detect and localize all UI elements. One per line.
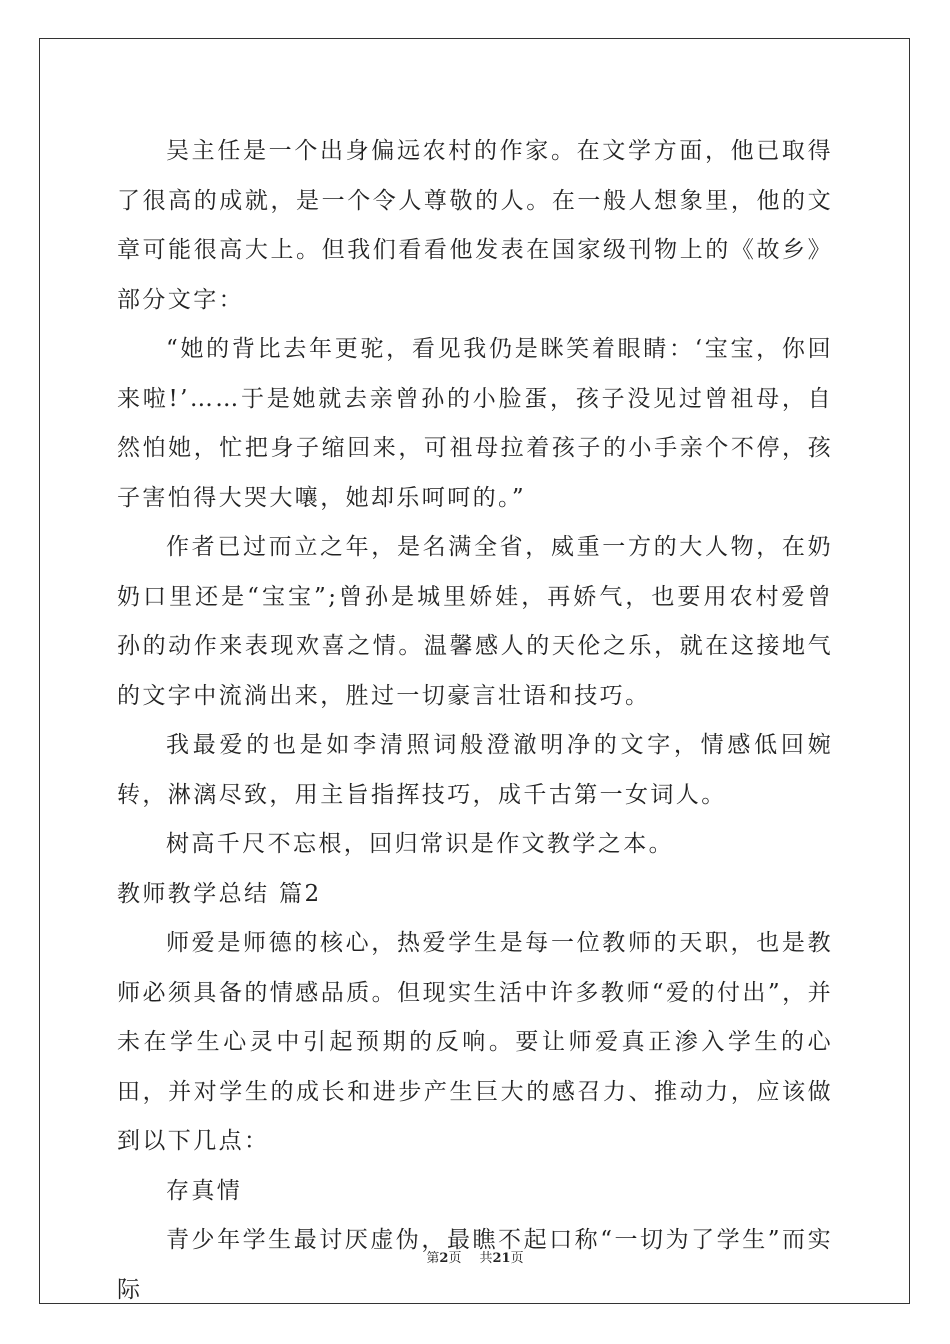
paragraph: 青少年学生最讨厌虚伪，最瞧不起口称“一切为了学生”而实际: [117, 1227, 833, 1303]
footer-page-suffix: 页: [448, 1251, 462, 1266]
paragraph: 我最爱的也是如李清照词般澄澈明净的文字，情感低回婉转，淋漓尽致，用主旨指挥技巧，成千古第一女词人。: [117, 732, 833, 808]
footer-prefix: 第: [426, 1251, 440, 1266]
paragraph: 树高千尺不忘根，回归常识是作文教学之本。: [166, 831, 674, 857]
paragraph: 师爱是师德的核心，热爱学生是每一位教师的天职，也是教师必须具备的情感品质。但现实生活中许多教师“爱的付出”，并未在学生心灵中引起预期的反响。要让师爱真正渗入学生的心田，并对学生的成长和进步产生巨大的感召力、推动力，应该做到以下几点：: [117, 930, 833, 1154]
paragraph-quote: “她的背比去年更驼，看见我仍是眯笑着眼睛：‘宝宝，你回来啦!’……于是她就去亲曾孙的小脸蛋，孩子没见过曾祖母，自然怕她，忙把身子缩回来，可祖母拉着孩子的小手亲个不停，孩子害怕得大哭大嚷，她却乐呵呵的。”: [117, 336, 833, 511]
subheading: 存真情: [166, 1177, 243, 1204]
paragraph: 吴主任是一个出身偏远农村的作家。在文学方面，他已取得了很高的成就，是一个令人尊敬的人。在一般人想象里，他的文章可能很高大上。但我们看看他发表在国家级刊物上的《故乡》部分文字：: [117, 138, 833, 313]
page-footer: [0, 1247, 950, 1266]
page-number: 2: [439, 1251, 449, 1266]
section-heading: 教师教学总结 篇2: [117, 880, 322, 907]
footer-total-prefix: 共: [479, 1251, 493, 1266]
footer-total-suffix: 页: [510, 1251, 524, 1266]
paragraph: 作者已过而立之年，是名满全省，威重一方的大人物，在奶奶口里还是“宝宝”;曾孙是城里娇娃，再娇气，也要用农村爱曾孙的动作来表现欢喜之情。温馨感人的天伦之乐，就在这接地气的文字中流淌出来，胜过一切豪言壮语和技巧。: [117, 534, 833, 709]
document-body: [117, 127, 833, 1315]
total-pages: 21: [492, 1251, 511, 1266]
